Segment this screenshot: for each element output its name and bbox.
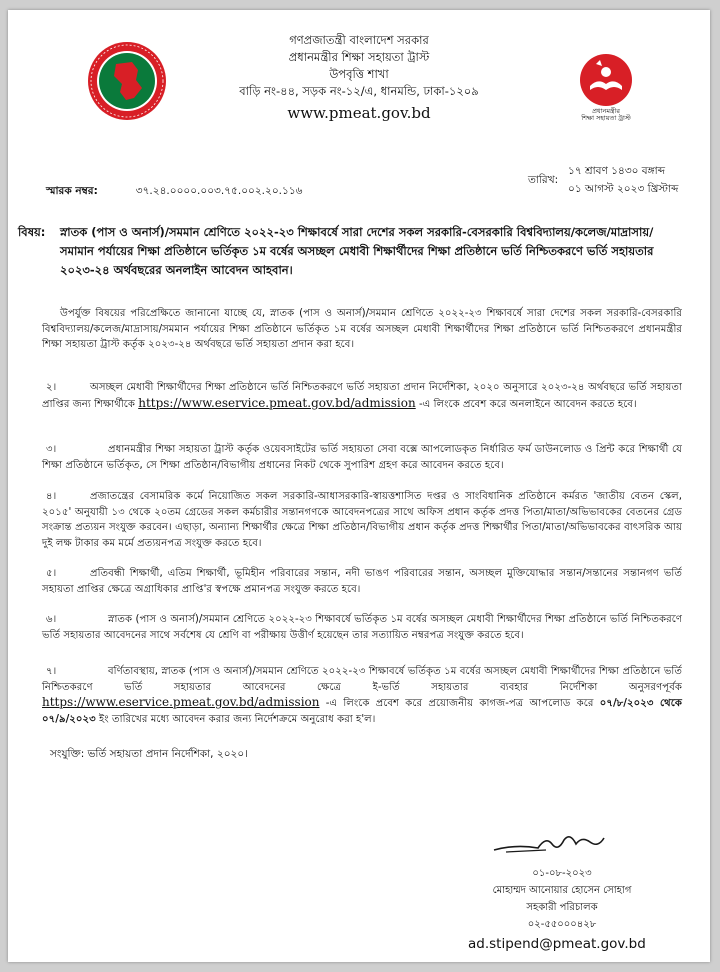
subject-text: স্নাতক (পাস ও অনার্স)/সমমান শ্রেণিতে ২০২২-২৩ শিক্ষাবর্ষে সারা দেশের সকল সরকারি-বেসরকারি বিশ্ববিদ্যালয়/কলেজ/মাদ্রাসায়/সমামান পর্যায়ের শিক্ষা প্রতিষ্ঠানে ভর্তিকৃত ১ম বর্ষের অসচ্ছল মেধাবী শিক্ষার্থীদের শিক্ষা প্রতিষ্ঠানে ভর্তি নিশ্চিতকরণে ভর্তি সহায়তার ২০২৩-২৪ অর্থবছরের অনলাইন আবেদন আহবান।	[60, 225, 654, 277]
signature-block	[472, 865, 652, 933]
paragraph-number: ৫।	[46, 568, 57, 579]
paragraph-number: ৬।	[46, 614, 57, 625]
govt-name: গণপ্রজাতন্ত্রী বাংলাদেশ সরকার	[289, 33, 429, 47]
date-label: তারিখ:	[528, 174, 559, 186]
admission-link[interactable]: https://www.eservice.pmeat.gov.bd/admission	[42, 695, 320, 709]
paragraph-7: ৭। বর্ণিতাবস্থায়, স্নাতক (পাস ও অনার্স)/সমমান শ্রেণিতে ২০২২-২৩ শিক্ষাবর্ষে ভর্তিকৃত ১ম বর্ষের অসচ্ছল মেধাবী শিক্ষার্থীদের শিক্ষা প্রতিষ্ঠানে ভর্তি নিশ্চিতকরণে ভর্তি সহায়তার আবেদনের ক্ষেত্রে ই-ভর্তি সহায়তার ব্যবহার নির্দেশিকা অনুসরণপূর্বক https://www.eservice.pmeat.gov.bd/admission -এ লিংকে প্রবেশ করে প্রয়োজনীয় কাগজ-পত্র আপলোড করে ০৭/৮/২০২৩ থেকে ০৭/৯/২০২৩ ইং তারিখের মধ্যে আবেদন করার জন্য নির্দেশক্রমে অনুরোধ করা হ'ল।	[42, 666, 682, 725]
paragraph-5: ৫। প্রতিবন্ধী শিক্ষার্থী, এতিম শিক্ষার্থী, ভূমিহীন পরিবারের সন্তান, নদী ভাঙণ পরিবারের সন্তান, অসচ্ছল মুক্তিযোদ্ধার সন্তান/সন্তানের সন্তানগণ ভর্তি সহায়তা প্রাপ্তির ক্ষেত্রে অগ্রাধিকার প্রাপ্তি'র স্বপক্ষে প্রমানপত্র সংযুক্ত করতে হবে।	[42, 568, 682, 595]
trust-name: প্রধানমন্ত্রীর শিক্ষা সহায়তা ট্রাস্ট	[288, 50, 430, 64]
enclosure: সংযুক্তি: ভর্তি সহায়তা প্রদান নির্দেশিকা, ২০২০।	[50, 748, 248, 760]
signatory-designation: সহকারী পরিচালক	[526, 902, 598, 913]
memo-reference	[46, 184, 302, 201]
date-bangla: ১৭ শ্রাবণ ১৪৩০ বঙ্গাব্দ	[568, 165, 666, 177]
address: বাড়ি নং-৪৪, সড়ক নং-১২/এ, ধানমন্ডি, ঢাকা-১২০৯	[239, 84, 479, 98]
memo-label: স্মারক নম্বর:	[46, 185, 98, 197]
paragraph-number: ২।	[46, 382, 57, 393]
paragraph-number: ৩।	[46, 444, 57, 455]
branch-name: উপবৃত্তি শাখা	[329, 67, 389, 81]
signatory-phone: ০২-৫৫০০০৪২৮	[527, 919, 597, 930]
intro-paragraph: উপর্যুক্ত বিষয়ের পরিপ্রেক্ষিতে জানানো যাচ্ছে যে, স্নাতক (পাস ও অনার্স)/সমমান শ্রেণিতে ২০২২-২৩ শিক্ষাবর্ষে সারা দেশের সকল সরকারি-বেসরকারি বিশ্ববিদ্যালয়/কলেজ/মাদ্রাসায়/সমমান পর্যায়ের শিক্ষা প্রতিষ্ঠানে ভর্তিকৃত ১ম বর্ষের অসচ্ছল মেধাবী শিক্ষার্থীদের শিক্ষা প্রতিষ্ঠানে ভর্তি নিশ্চিতকরণে প্রধানমন্ত্রীর শিক্ষা সহায়তা ট্রাস্ট কর্তৃক ২০২৩-২৪ অর্থবছরে ভর্তি সহায়তা প্রদান করা হবে।	[42, 308, 682, 350]
signatory-email[interactable]: ad.stipend@pmeat.gov.bd	[468, 936, 646, 952]
website-link[interactable]: www.pmeat.gov.bd	[287, 104, 431, 122]
trust-logo-icon	[568, 50, 644, 110]
letter-page	[8, 10, 710, 962]
paragraph-4: ৪। প্রজাতন্ত্রের বেসামরিক কর্মে নিয়োজিত সকল সরকারি-আধাসরকারি-স্বায়ত্তশাসিত দপ্তর ও সাংবিধানিক প্রতিষ্ঠানে কর্মরত 'জাতীয় বেতন স্কেল, ২০১৫' অনুযায়ী ১৩ থেকে ২০তম গ্রেডের সকল কর্মচারীর সন্তানগণকে আবেদনপত্রের সাথে অফিস প্রধান কর্তৃক প্রদত্ত পিতা/মাতা/অভিভাবকের বেতনের গ্রেড সংক্রান্ত প্রত্যয়ন সংযুক্ত করবেন। এছাড়া, অন্যান্য শিক্ষার্থীর ক্ষেত্রে শিক্ষা প্রতিষ্ঠান/বিভাগীয় প্রধান কর্তৃক প্রদত্ত শিক্ষার্থীর পিতা/মাতা/অভিভাবকের বাৎসরিক আয় দুই লক্ষ টাকার কম মর্মে প্রত্যয়নপত্র সংযুক্ত করতে হবে।	[42, 491, 682, 549]
subject-label: বিষয়:	[18, 225, 46, 239]
admission-link[interactable]: https://www.eservice.pmeat.gov.bd/admission	[138, 395, 416, 410]
paragraph-6: ৬। স্নাতক (পাস ও অনার্স)/সমমান শ্রেণিতে ২০২২-২৩ শিক্ষাবর্ষে ভর্তিকৃত ১ম বর্ষের অসচ্ছল মেধাবী শিক্ষার্থীদের শিক্ষা প্রতিষ্ঠানে ভর্তি নিশ্চিতকরণে ভর্তি সহায়তার আবেদনের সাথে সর্বশেষ যে শ্রেণি বা পরীক্ষায় উত্তীর্ণ হয়েছেন তার সত্যায়িত নম্বরপত্র সংযুক্ত করতে হবে।	[42, 614, 682, 641]
memo-number: ৩৭.২৪.০০০০.০০৩.৭৫.০০২.২০.১১৬	[135, 185, 303, 197]
deadline-dates: ০৭/৮/২০২৩ থেকে ০৭/৯/২০২৩	[42, 698, 682, 725]
paragraph-2: ২। অসচ্ছল মেধাবী শিক্ষার্থীদের শিক্ষা প্রতিষ্ঠানে ভর্তি নিশ্চিতকরণে ভর্তি সহায়তা প্রদান নির্দেশিকা, ২০২০ অনুসারে ২০২৩-২৪ অর্থবছরে ভর্তি সহায়তা প্রাপ্তির জন্য শিক্ষার্থীকে https://www.eservice.pmeat.gov.bd/admission -এ লিংকে প্রবেশ করে অনলাইনে আবেদন করতে হবে।	[42, 382, 682, 410]
paragraph-number: ৪।	[46, 491, 57, 502]
subject	[18, 223, 682, 280]
signatory-name: মোহাম্মদ আনোয়ার হোসেন সোহাগ	[492, 885, 632, 896]
signature-date: ০১-০৮-২০২৩	[532, 868, 592, 879]
trust-logo	[568, 50, 644, 132]
date-english: ০১ আগস্ট ২০২৩ খ্রিস্টাব্দ	[568, 183, 679, 195]
signature-mark	[486, 822, 616, 862]
paragraph-3: ৩। প্রধানমন্ত্রীর শিক্ষা সহায়তা ট্রাস্ট কর্তৃক ওয়েবসাইটের ভর্তি সহায়তা সেবা বক্সে আপলোডকৃত নির্ধারিত ফর্ম ডাউনলোড ও প্রিন্ট করে শিক্ষার্থী যে শিক্ষা প্রতিষ্ঠানে ভর্তিকৃত, সে শিক্ষা প্রতিষ্ঠান/বিভাগীয় প্রধানের নিকট থেকে সুপারিশ গ্রহণ করে আবেদন করতে হবে।	[42, 444, 682, 471]
trust-logo-caption: প্রধানমন্ত্রীর শিক্ষা সহায়তা ট্রাস্ট	[581, 107, 631, 122]
paragraph-number: ৭।	[46, 666, 57, 677]
